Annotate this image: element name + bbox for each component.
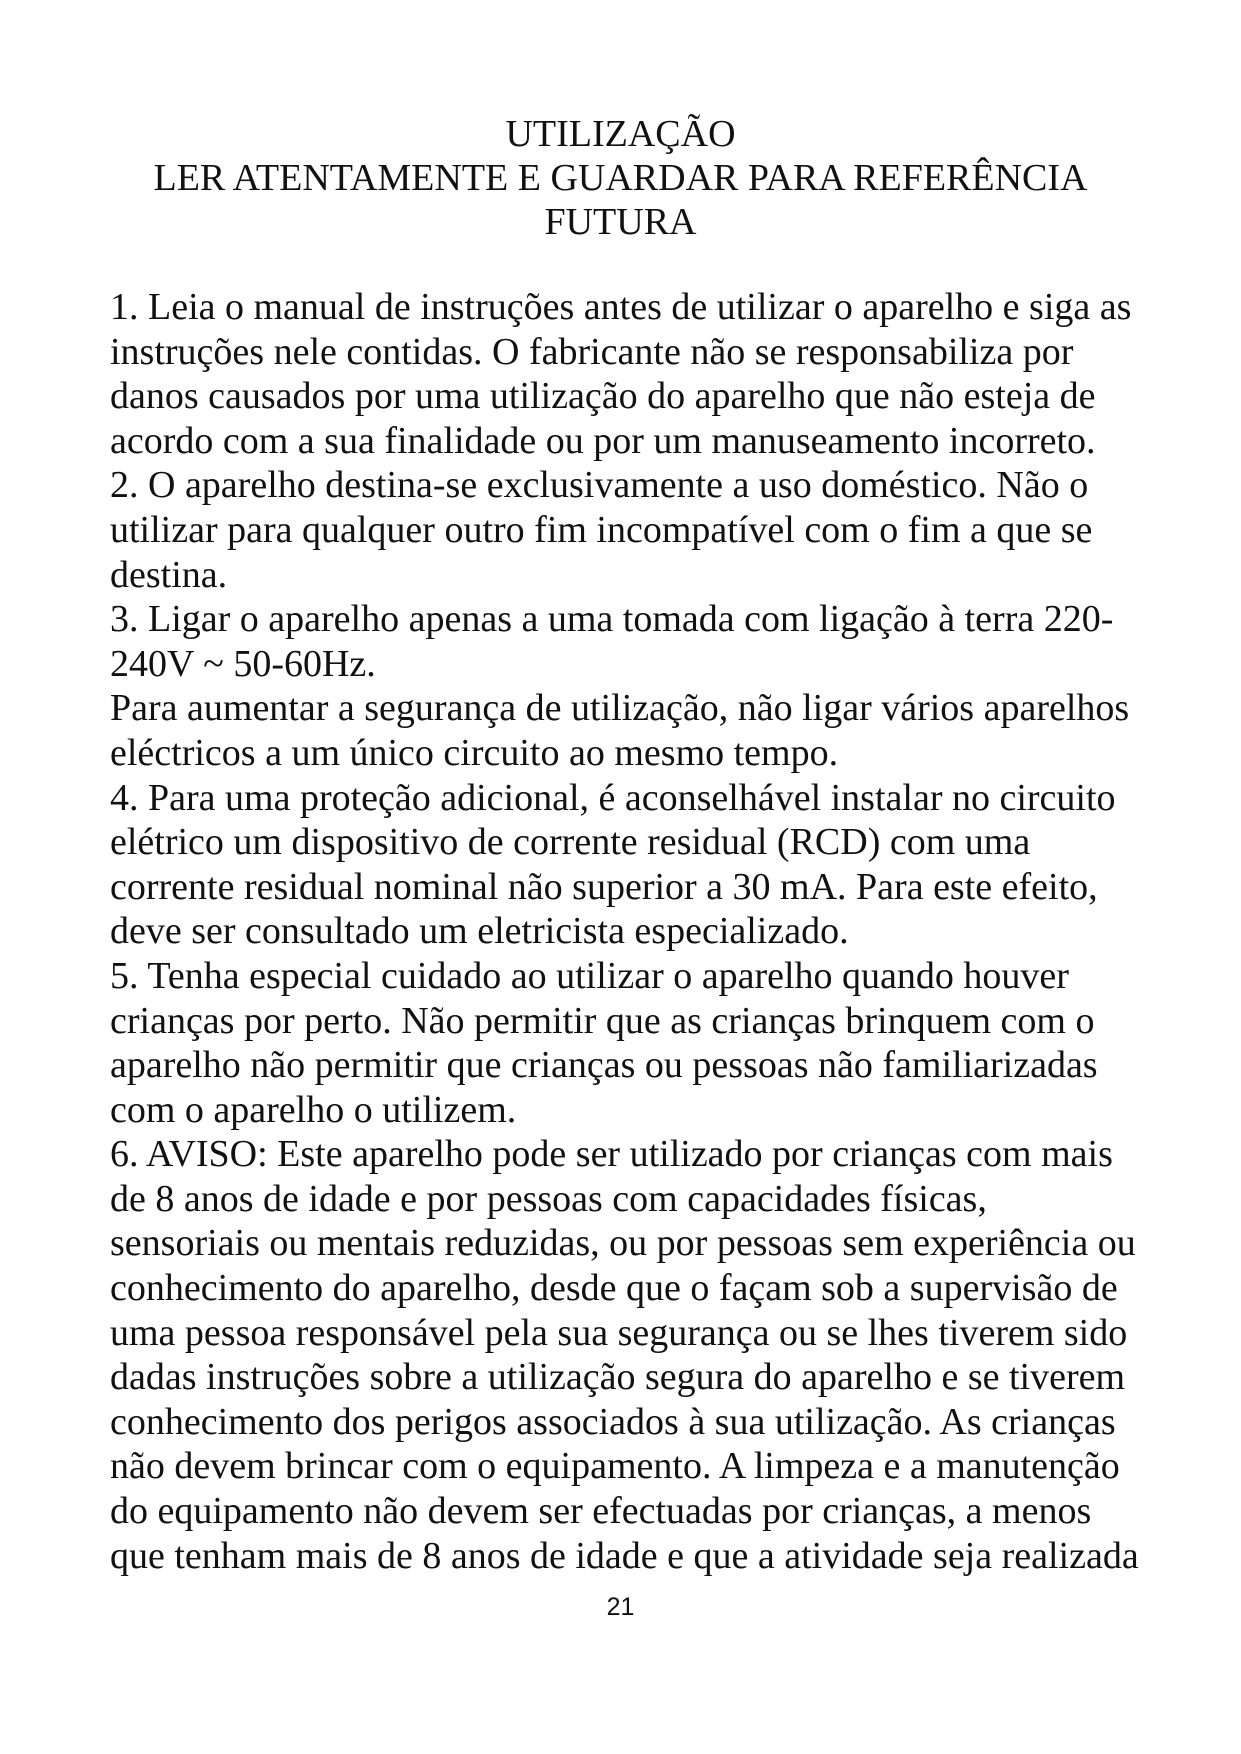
body-text-line: 2. O aparelho destina-se exclusivamente a uso doméstico. Não o [110,464,1089,507]
body-text-line: uma pessoa responsável pela sua segurança ou se lhes tiverem sido [110,1311,1128,1354]
body-text-line: do equipamento não devem ser efectuadas por crianças, a menos [110,1490,1092,1533]
body-text-line: 6. AVISO: Este aparelho pode ser utilizado por crianças com mais [110,1133,1113,1176]
body-text-line: eléctricos a um único circuito ao mesmo tempo. [110,731,839,774]
body-text-line: 3. Ligar o aparelho apenas a uma tomada com ligação à terra 220- [110,598,1114,641]
body-text-line: aparelho não permitir que crianças ou pessoas não familiarizadas [110,1044,1098,1087]
body-text-line: elétrico um dispositivo de corrente residual (RCD) com uma [110,821,1031,864]
body-text-line: destina. [110,553,228,596]
body-text-line: dadas instruções sobre a utilização segura do aparelho e se tiverem [110,1356,1126,1399]
page-subtitle-line-2: FUTURA [544,201,697,243]
body-text-line: sensoriais ou mentais reduzidas, ou por pessoas sem experiência ou [110,1222,1136,1265]
body-text-line: acordo com a sua finalidade ou por um manuseamento incorreto. [110,419,1096,462]
body-text-line: conhecimento do aparelho, desde que o façam sob a supervisão de [110,1267,1118,1310]
body-text-line: crianças por perto. Não permitir que as crianças brinquem com o [110,999,1095,1042]
body-text-line: 1. Leia o manual de instruções antes de utilizar o aparelho e siga as [110,286,1132,328]
body-text-line: conhecimento dos perigos associados à sua utilização. As crianças [110,1400,1116,1443]
body-text-line: 5. Tenha especial cuidado ao utilizar o aparelho quando houver [110,954,1069,997]
body-text-line: com o aparelho o utilizem. [110,1088,517,1131]
body-text-line: danos causados por uma utilização do aparelho que não esteja de [110,375,1096,418]
body-text-line: Para aumentar a segurança de utilização, não ligar vários aparelhos [110,687,1130,730]
body-text-line: utilizar para qualquer outro fim incompatível com o fim a que se [110,508,1093,551]
body-text-line: 240V ~ 50-60Hz. [110,642,376,685]
body-text-line: de 8 anos de idade e por pessoas com capacidades físicas, [110,1177,987,1220]
instructions-body [110,285,1190,1578]
page-title: UTILIZAÇÃO [505,113,736,155]
body-text-line: 4. Para uma proteção adicional, é aconselhável instalar no circuito [110,776,1116,819]
body-text-line: que tenham mais de 8 anos de idade e que a atividade seja realizada [110,1534,1139,1577]
page-subtitle-line-1: LER ATENTAMENTE E GUARDAR PARA REFERÊNCIA [153,157,1088,199]
page-header [0,112,1241,244]
body-text-line: deve ser consultado um eletricista especializado. [110,910,849,953]
body-text-line: não devem brincar com o equipamento. A limpeza e a manutenção [110,1445,1120,1488]
body-text-line: instruções nele contidas. O fabricante não se responsabiliza por [110,330,1074,373]
page-number: 21 [606,1593,635,1621]
body-text-line: corrente residual nominal não superior a 30 mA. Para este efeito, [110,865,1098,908]
